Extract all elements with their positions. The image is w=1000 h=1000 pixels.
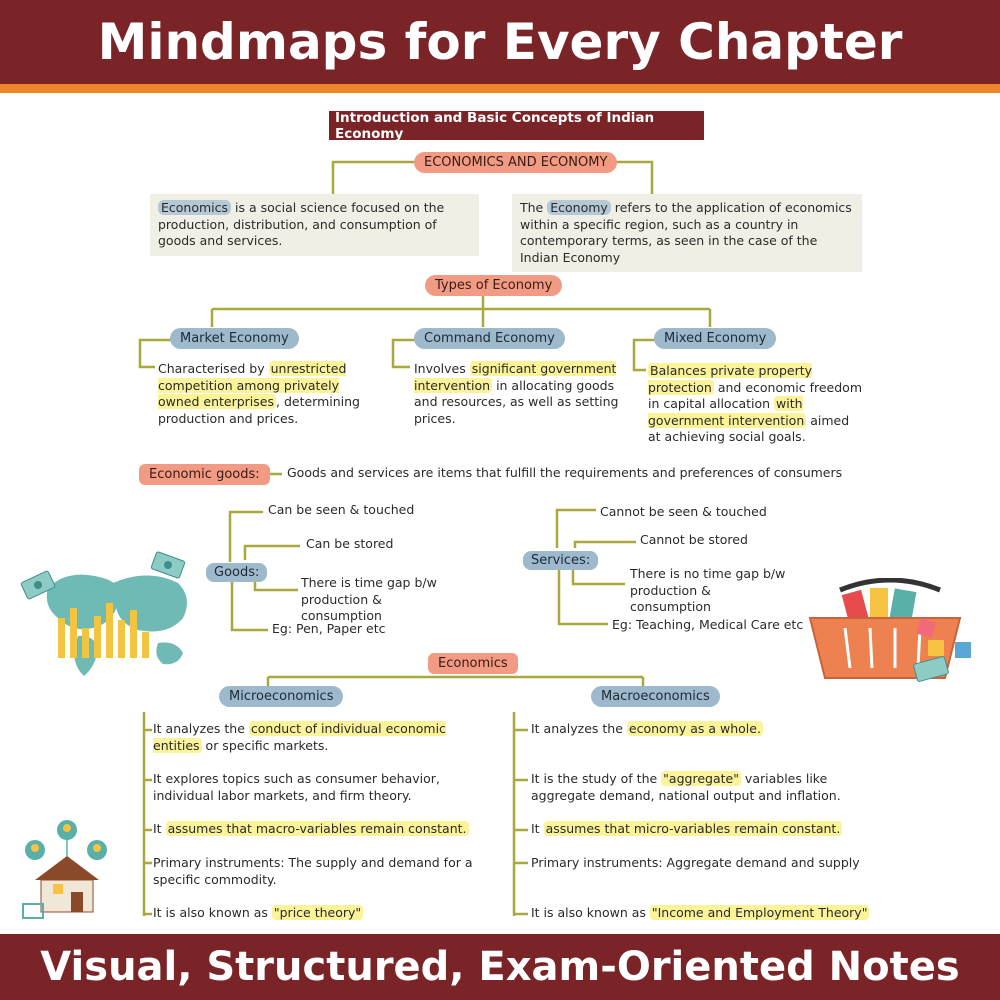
- house-people-illustration: [15, 818, 115, 928]
- connector-economics-def: [333, 162, 414, 194]
- economic-goods-label: Economic goods:: [149, 467, 260, 482]
- micro-point-2: It explores topics such as consumer behavior, individual labor markets, and firm theory.: [153, 771, 440, 803]
- types-of-economy-label: Types of Economy: [435, 278, 553, 293]
- macro-point-2-prefix: It is the study of the: [531, 771, 662, 786]
- connector-services-3: [573, 570, 625, 584]
- macro-point-3-prefix: It: [531, 821, 544, 836]
- bottom-banner-text: Visual, Structured, Exam-Oriented Notes: [40, 944, 960, 990]
- micro-point-5: [153, 905, 498, 922]
- micro-point-1-highlight: conduct of individual economic entities: [153, 721, 446, 753]
- macro-point-1-prefix: It analyzes the: [531, 721, 627, 736]
- market-economy-node: [170, 328, 299, 349]
- mixed-economy-description: [648, 363, 863, 446]
- mixed-economy-label: Mixed Economy: [664, 331, 767, 346]
- market-economy-label: Market Economy: [180, 331, 289, 346]
- economy-definition-prefix: The: [520, 200, 548, 215]
- types-of-economy-node: [425, 275, 562, 296]
- goods-item-example: Eg: Pen, Paper etc: [272, 621, 386, 636]
- economy-definition-text: refers to the application of economics within a specific region, such as a country in contemporary terms, as seen in the case of the Indian Economy: [520, 200, 852, 265]
- macro-point-2: [531, 771, 871, 804]
- macro-point-2-suffix: variables like aggregate demand, national output and inflation.: [531, 771, 841, 803]
- micro-point-3: [153, 821, 498, 838]
- connector-services-4: [559, 570, 608, 624]
- goods-item-time-gap: There is time gap b/w production & consumption: [301, 575, 437, 623]
- economy-definition-box: [512, 194, 862, 272]
- micro-point-3-prefix: It: [153, 821, 166, 836]
- command-desc-highlight: significant government intervention: [414, 361, 617, 393]
- services-item-example: Eg: Teaching, Medical Care etc: [612, 617, 804, 632]
- micro-point-1-suffix: or specific markets.: [201, 737, 329, 753]
- goods-label: Goods:: [214, 565, 260, 580]
- market-economy-description: [158, 361, 373, 427]
- macro-point-2-highlight: "aggregate": [663, 771, 739, 786]
- economic-goods-node: [139, 464, 270, 485]
- micro-point-5-highlight: "price theory": [273, 905, 362, 920]
- command-economy-node: [414, 328, 565, 349]
- command-desc-suffix: in allocating goods and resources, as well as setting prices.: [414, 377, 619, 426]
- mixed-economy-node: [654, 328, 776, 349]
- world-map-chart-illustration: [18, 548, 203, 688]
- services-item-time-gap: There is no time gap b/w production & consumption: [630, 566, 786, 614]
- economics-and-economy-label: ECONOMICS AND ECONOMY: [424, 155, 608, 170]
- services-label: Services:: [531, 553, 591, 568]
- macro-point-5: [531, 905, 871, 922]
- shopping-basket-illustration: [800, 578, 985, 688]
- market-desc-suffix: , determining production and prices.: [158, 394, 360, 426]
- mindmap-title: [328, 111, 705, 140]
- macro-point-4: Primary instruments: Aggregate demand and supply: [531, 855, 860, 870]
- macro-point-1-highlight: economy as a whole.: [628, 721, 761, 736]
- command-desc-prefix: Involves: [414, 361, 470, 376]
- macroeconomics-node: [591, 686, 720, 707]
- mixed-desc-highlight-1: Balances private property protection: [648, 363, 813, 395]
- services-item-stored: Cannot be stored: [640, 532, 748, 547]
- goods-item-stored: Can be stored: [306, 536, 394, 551]
- mixed-desc-suffix: aimed at achieving social goals.: [648, 412, 850, 444]
- services-node: [523, 551, 598, 570]
- top-banner-text: Mindmaps for Every Chapter: [97, 13, 903, 71]
- economics-label: Economics: [438, 656, 508, 671]
- mixed-desc-middle: and economic freedom in capital allocation: [648, 379, 863, 411]
- micro-point-3-highlight: assumes that macro-variables remain constant.: [167, 821, 467, 836]
- macro-point-3-highlight: assumes that micro-variables remain constant.: [545, 821, 841, 836]
- macro-point-3: [531, 821, 871, 838]
- microeconomics-label: Microeconomics: [229, 689, 334, 704]
- economics-term: Economics: [158, 200, 231, 215]
- macroeconomics-label: Macroeconomics: [601, 689, 710, 704]
- economics-node: [428, 653, 518, 674]
- market-desc-prefix: Characterised by: [158, 361, 269, 376]
- macro-point-5-highlight: "Income and Employment Theory": [651, 905, 868, 920]
- micro-point-5-prefix: It is also known as: [153, 905, 272, 920]
- mindmap-title-text: Introduction and Basic Concepts of Indian Economy: [328, 106, 705, 146]
- macro-point-5-prefix: It is also known as: [531, 905, 650, 920]
- goods-node: [206, 563, 267, 582]
- command-economy-label: Command Economy: [424, 331, 555, 346]
- bottom-banner: [0, 934, 1000, 1000]
- micro-point-1-prefix: It analyzes the: [153, 721, 249, 736]
- micro-point-1: [153, 721, 498, 754]
- macro-point-1: [531, 721, 871, 738]
- economics-definition-text: is a social science focused on the production, distribution, and consumption of goods and services.: [158, 200, 445, 248]
- economics-definition-box: [150, 194, 479, 256]
- connector-services-2: [575, 542, 636, 548]
- goods-item-seen-touched: Can be seen & touched: [268, 502, 415, 517]
- micro-point-4: Primary instruments: The supply and demand for a specific commodity.: [153, 855, 473, 887]
- microeconomics-node: [219, 686, 343, 707]
- connector-goods-2: [245, 546, 300, 560]
- connector-goods-4: [232, 580, 268, 630]
- command-economy-description: [414, 361, 624, 427]
- services-item-seen-touched: Cannot be seen & touched: [600, 504, 767, 519]
- mixed-desc-highlight-2: with government intervention: [648, 396, 805, 428]
- market-desc-highlight: unrestricted competition among privately owned enterprises: [158, 361, 347, 409]
- economic-goods-definition: Goods and services are items that fulfill the requirements and preferences of consumers: [287, 465, 843, 480]
- economy-term: Economy: [547, 200, 611, 215]
- economics-and-economy-node: [414, 152, 617, 173]
- connector-goods-1: [230, 512, 263, 562]
